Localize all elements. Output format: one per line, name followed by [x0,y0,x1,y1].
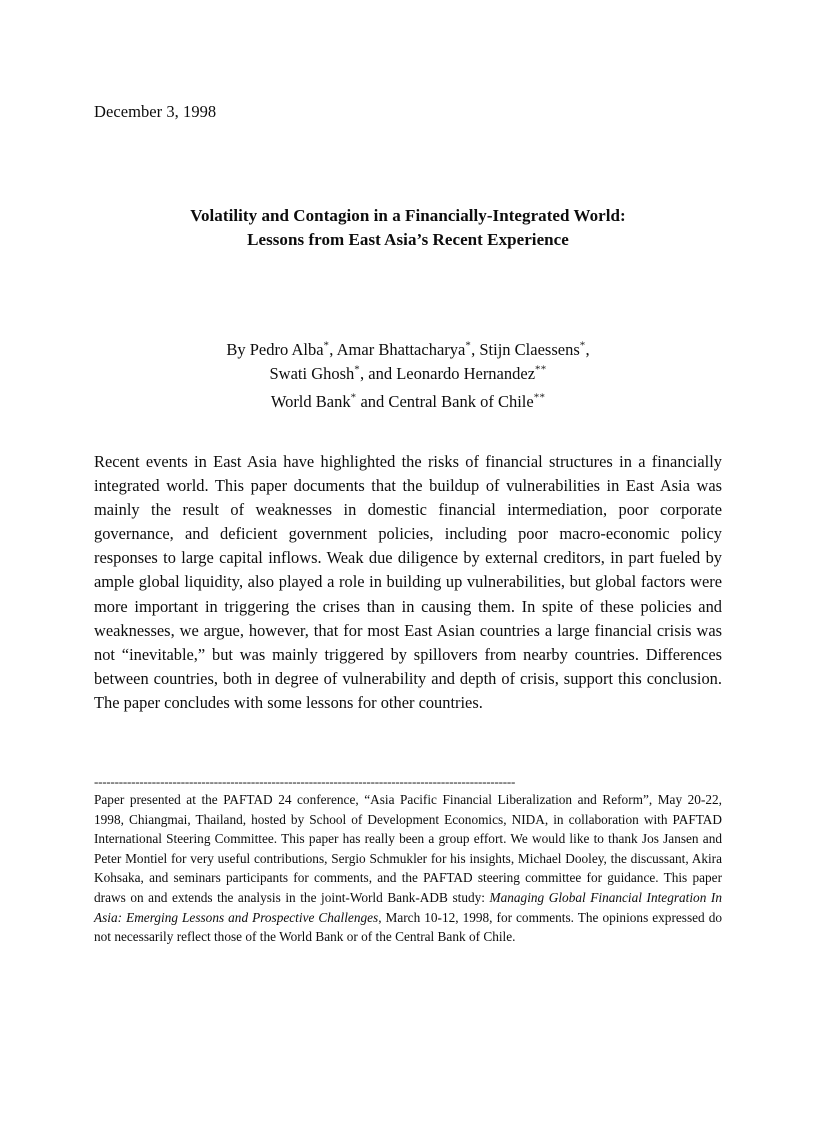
author-ghosh: Swati Ghosh [269,363,355,383]
title-line-1: Volatility and Contagion in a Financially-Integrated World: [190,206,626,225]
author-bhattacharya-footnote-mark: * [465,339,472,352]
author-line-2 [94,362,722,386]
author-line-1-comma: , [585,340,590,359]
author-bhattacharya: , Amar Bhattacharya [329,340,466,359]
page-title [94,204,722,251]
author-alba: By Pedro Alba [226,340,324,359]
footnote-paragraph [94,790,722,947]
footnote-text-after-title: , March 10-12, 1998, for comments. The opinions expressed do not necessarily reflect those of the World Bank or of the Central Bank of Chile. [94,909,722,945]
footnote-separator-rule: ------------------------------------------------------------------------------------------------------ [94,774,516,789]
author-hernandez: , and Leonardo Hernandez [360,363,536,383]
author-hernandez-footnote-mark: ** [535,363,547,375]
footnote-block [94,790,722,947]
abstract-paragraph: Recent events in East Asia have highlighted the risks of financial structures in a financially integrated world. This paper documents that the buildup of vulnerabilities in East Asia was mainly the result of weaknesses in domestic financial intermediation, poor corporate governance, and deficient government policies, including poor macro-economic policy responses to large capital inflows. Weak due diligence by external creditors, in part fueled by ample global liquidity, also played a role in building up vulnerabilities, but global factors were more important in triggering the crises than in causing them. In spite of these policies and weaknesses, we argue, however, that for most East Asian countries a large financial crisis was not “inevitable,” but was mainly triggered by spillovers from nearby countries. Differences between countries, both in degree of vulnerability and depth of crisis, support this conclusion. The paper concludes with some lessons for other countries. [94,452,722,712]
affiliation-central-bank-chile-mark: ** [533,391,546,404]
affiliation [94,390,722,414]
author-claessens: , Stijn Claessens [471,340,580,359]
affiliation-world-bank: World Bank [270,392,351,411]
affiliation-world-bank-mark: * [350,391,357,404]
author-line-1 [226,340,589,359]
document-date: December 3, 1998 [94,102,217,121]
affiliation-central-bank-chile: and Central Bank of Chile [356,392,534,411]
title-line-2: Lessons from East Asia’s Recent Experience [247,229,569,249]
author-ghosh-footnote-mark: * [354,363,361,375]
author-list [94,338,722,385]
footnote-study-title: Managing Global Financial Integration In Asia: Emerging Lessons and Prospective Challenges [94,889,722,925]
footnote-text-before-title: Paper presented at the PAFTAD 24 conference, “Asia Pacific Financial Liberalization and Reform”, May 20-22, 1998, Chiangmai, Thailand, hosted by School of Development Economics, NIDA, in collaboration with PAFTAD International Steering Committee. This paper has really been a group effort. We would like to thank Jos Jansen and Peter Montiel for very useful contributions, Sergio Schmukler for his insights, Michael Dooley, the discussant, Akira Kohsaka, and seminars participants for comments, and the PAFTAD steering committee for guidance. This paper draws on and extends the analysis in the joint-World Bank-ADB study: [94,792,722,905]
author-alba-footnote-mark: * [323,339,330,352]
abstract [94,450,722,715]
author-claessens-footnote-mark: * [579,339,586,352]
